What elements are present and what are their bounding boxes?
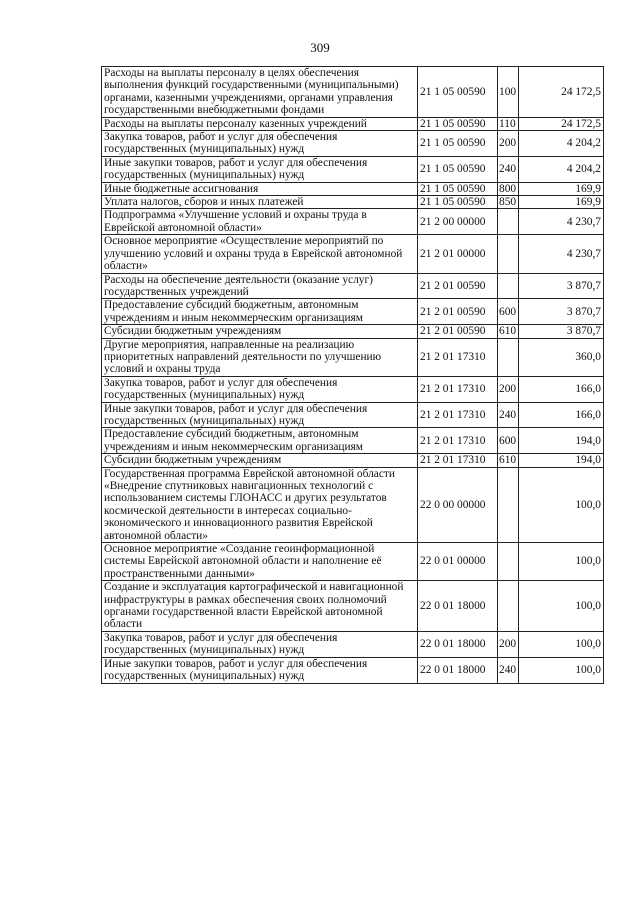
row-name: Закупка товаров, работ и услуг для обеспечения государственных (муниципальных) нужд: [102, 131, 418, 157]
table-row: [102, 581, 604, 632]
table-row: [102, 467, 604, 542]
row-name: Закупка товаров, работ и услуг для обеспечения государственных (муниципальных) нужд: [102, 376, 418, 402]
table-row: [102, 428, 604, 454]
row-expense-type: 800: [498, 182, 519, 195]
row-target-code: 21 1 05 00590: [418, 156, 498, 182]
table-row: [102, 67, 604, 118]
row-expense-type: [498, 235, 519, 273]
table-row: [102, 131, 604, 157]
row-amount: 24 172,5: [519, 117, 604, 130]
row-name: Субсидии бюджетным учреждениям: [102, 325, 418, 338]
row-amount: 169,9: [519, 182, 604, 195]
row-target-code: 21 1 05 00590: [418, 196, 498, 209]
row-amount: 100,0: [519, 657, 604, 683]
row-name: Закупка товаров, работ и услуг для обеспечения государственных (муниципальных) нужд: [102, 631, 418, 657]
row-target-code: 21 1 05 00590: [418, 117, 498, 130]
row-expense-type: [498, 338, 519, 376]
row-target-code: 21 2 01 17310: [418, 428, 498, 454]
table-row: [102, 117, 604, 130]
table-row: [102, 299, 604, 325]
row-expense-type: 600: [498, 299, 519, 325]
row-name: Иные закупки товаров, работ и услуг для обеспечения государственных (муниципальных) нужд: [102, 657, 418, 683]
row-expense-type: 110: [498, 117, 519, 130]
row-expense-type: 240: [498, 156, 519, 182]
row-name: Иные бюджетные ассигнования: [102, 182, 418, 195]
row-name: Расходы на обеспечение деятельности (оказание услуг) государственных учреждений: [102, 273, 418, 299]
row-amount: 4 230,7: [519, 209, 604, 235]
row-amount: 3 870,7: [519, 299, 604, 325]
row-expense-type: 240: [498, 657, 519, 683]
row-amount: 360,0: [519, 338, 604, 376]
row-target-code: 21 2 01 17310: [418, 454, 498, 467]
row-name: Предоставление субсидий бюджетным, автономным учреждениям и иным некоммерческим организациям: [102, 299, 418, 325]
row-name: Подпрограмма «Улучшение условий и охраны труда в Еврейской автономной области»: [102, 209, 418, 235]
row-name: Другие мероприятия, направленные на реализацию приоритетных направлений деятельности по улучшению условий и охраны труда: [102, 338, 418, 376]
row-amount: 100,0: [519, 467, 604, 542]
row-target-code: 22 0 00 00000: [418, 467, 498, 542]
row-name: Основное мероприятие «Создание геоинформационной системы Еврейской автономной области и наполнение её пространственными данными»: [102, 543, 418, 581]
row-amount: 4 204,2: [519, 156, 604, 182]
table-row: [102, 325, 604, 338]
row-expense-type: 610: [498, 325, 519, 338]
row-target-code: 21 2 00 00000: [418, 209, 498, 235]
table-row: [102, 631, 604, 657]
row-target-code: 22 0 01 18000: [418, 581, 498, 632]
row-target-code: 21 2 01 00590: [418, 325, 498, 338]
row-amount: 194,0: [519, 454, 604, 467]
row-amount: 100,0: [519, 543, 604, 581]
row-expense-type: 100: [498, 67, 519, 118]
row-target-code: 21 1 05 00590: [418, 67, 498, 118]
row-expense-type: 850: [498, 196, 519, 209]
row-name: Основное мероприятие «Осуществление мероприятий по улучшению условий и охраны труда в Еврейской автономной области»: [102, 235, 418, 273]
row-name: Расходы на выплаты персоналу казенных учреждений: [102, 117, 418, 130]
table-row: [102, 543, 604, 581]
table-row: [102, 657, 604, 683]
budget-table-body: [102, 67, 604, 684]
row-expense-type: 610: [498, 454, 519, 467]
row-name: Создание и эксплуатация картографической и навигационной инфраструктуры в рамках обеспечения своих полномочий органами государственной власти Еврейской автономной области: [102, 581, 418, 632]
row-name: Иные закупки товаров, работ и услуг для обеспечения государственных (муниципальных) нужд: [102, 156, 418, 182]
row-amount: 3 870,7: [519, 325, 604, 338]
page-number: 309: [310, 40, 330, 55]
row-amount: 169,9: [519, 196, 604, 209]
row-target-code: 22 0 01 00000: [418, 543, 498, 581]
row-expense-type: 200: [498, 631, 519, 657]
table-row: [102, 182, 604, 195]
table-row: [102, 454, 604, 467]
row-target-code: 21 2 01 17310: [418, 402, 498, 428]
row-expense-type: 600: [498, 428, 519, 454]
row-target-code: 21 2 01 00590: [418, 273, 498, 299]
row-expense-type: [498, 467, 519, 542]
table-row: [102, 196, 604, 209]
row-amount: 100,0: [519, 631, 604, 657]
row-amount: 4 230,7: [519, 235, 604, 273]
row-expense-type: [498, 209, 519, 235]
row-amount: 3 870,7: [519, 273, 604, 299]
row-target-code: 21 2 01 00590: [418, 299, 498, 325]
row-target-code: 21 2 01 17310: [418, 376, 498, 402]
table-row: [102, 273, 604, 299]
table-row: [102, 376, 604, 402]
row-name: Расходы на выплаты персоналу в целях обеспечения выполнения функций государственными (муниципальными) органами, казенными учреждениями, органами управления государственными внебюджетными фондами: [102, 67, 418, 118]
row-name: Иные закупки товаров, работ и услуг для обеспечения государственных (муниципальных) нужд: [102, 402, 418, 428]
table-row: [102, 209, 604, 235]
table-row: [102, 338, 604, 376]
row-amount: 100,0: [519, 581, 604, 632]
row-expense-type: 200: [498, 131, 519, 157]
row-expense-type: [498, 581, 519, 632]
row-amount: 166,0: [519, 376, 604, 402]
row-name: Уплата налогов, сборов и иных платежей: [102, 196, 418, 209]
row-target-code: 21 1 05 00590: [418, 131, 498, 157]
row-expense-type: [498, 273, 519, 299]
row-amount: 24 172,5: [519, 67, 604, 118]
row-name: Государственная программа Еврейской автономной области «Внедрение спутниковых навигационных технологий с использованием системы ГЛОНАСС и других результатов космической деятельности в интересах социально-экономического и инновационного развития Еврейской автономной области»: [102, 467, 418, 542]
table-row: [102, 156, 604, 182]
row-target-code: 21 2 01 00000: [418, 235, 498, 273]
row-expense-type: 200: [498, 376, 519, 402]
row-target-code: 21 2 01 17310: [418, 338, 498, 376]
row-amount: 166,0: [519, 402, 604, 428]
row-amount: 4 204,2: [519, 131, 604, 157]
row-name: Предоставление субсидий бюджетным, автономным учреждениям и иным некоммерческим организациям: [102, 428, 418, 454]
row-expense-type: [498, 543, 519, 581]
table-row: [102, 402, 604, 428]
row-target-code: 22 0 01 18000: [418, 657, 498, 683]
row-name: Субсидии бюджетным учреждениям: [102, 454, 418, 467]
table-row: [102, 235, 604, 273]
row-amount: 194,0: [519, 428, 604, 454]
budget-table: [101, 66, 604, 684]
row-expense-type: 240: [498, 402, 519, 428]
row-target-code: 22 0 01 18000: [418, 631, 498, 657]
row-target-code: 21 1 05 00590: [418, 182, 498, 195]
